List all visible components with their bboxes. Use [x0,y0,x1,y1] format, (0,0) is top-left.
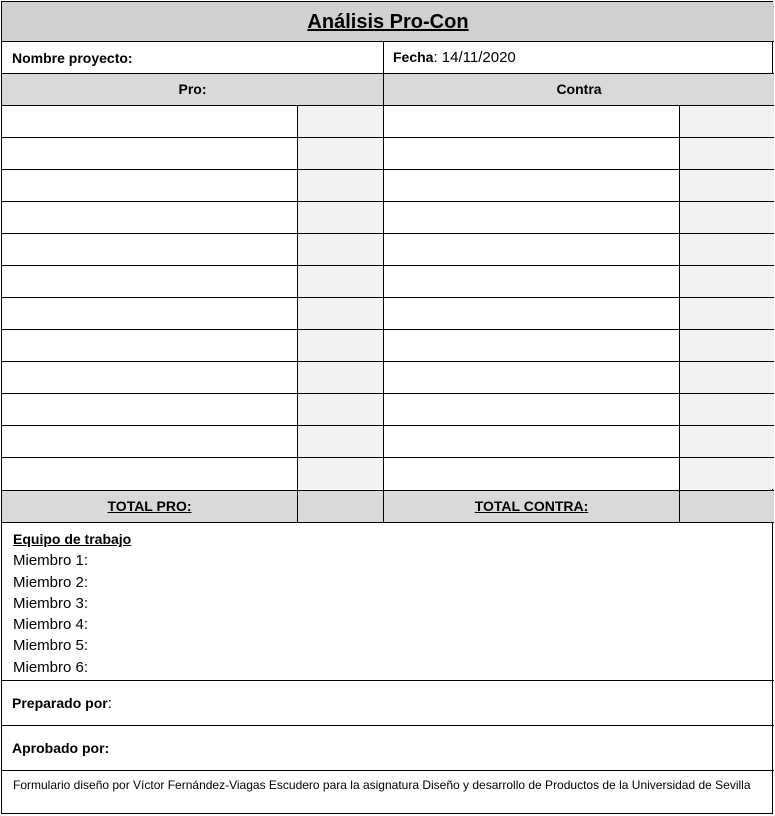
divider [2,490,774,491]
divider [2,457,774,458]
total-contra-label: TOTAL CONTRA: [474,498,589,514]
pro-score-cell[interactable] [298,234,383,265]
member-line: Miembro 4: [13,616,89,634]
contra-header: Contra [556,81,602,97]
divider [297,106,298,523]
pro-score-cell[interactable] [298,458,383,489]
divider [2,201,774,202]
contra-score-cell[interactable] [680,138,774,169]
pro-item-cell[interactable] [2,458,297,489]
divider [2,770,774,771]
member-line: Miembro 5: [13,637,89,655]
contra-item-cell[interactable] [384,362,679,393]
member-line: Miembro 3: [13,594,89,612]
divider [383,42,384,523]
contra-score-cell[interactable] [680,106,774,137]
contra-item-cell[interactable] [384,298,679,329]
pro-item-cell[interactable] [2,202,297,233]
pro-item-cell[interactable] [2,426,297,457]
pro-score-cell[interactable] [298,106,383,137]
divider [2,725,774,726]
divider [679,106,680,523]
divider [2,137,774,138]
pro-score-cell[interactable] [298,298,383,329]
approved-by-field[interactable] [12,740,109,758]
pro-con-form [1,1,773,814]
total-contra-value[interactable] [680,491,774,522]
date-value: : 14/11/2020 [433,49,516,66]
date-label: Fecha [393,49,434,65]
pro-score-cell[interactable] [298,426,383,457]
contra-item-cell[interactable] [384,330,679,361]
pro-item-cell[interactable] [2,362,297,393]
form-title: Análisis Pro-Con [2,2,774,42]
divider [2,680,774,681]
prepared-by-field[interactable]: Preparado por: [12,695,112,712]
divider [2,233,774,234]
divider [2,522,774,523]
contra-score-cell[interactable] [680,202,774,233]
contra-item-cell[interactable] [384,138,679,169]
divider [2,41,774,42]
prepared-by-label: Preparado por [12,695,108,711]
contra-score-cell[interactable] [680,394,774,425]
divider [2,297,774,298]
pro-item-cell[interactable] [2,138,297,169]
pro-item-cell[interactable] [2,234,297,265]
pro-item-cell[interactable] [2,330,297,361]
contra-item-cell[interactable] [384,266,679,297]
pro-header: Pro: [178,81,207,97]
divider [2,105,774,106]
member-line: Miembro 1: [13,552,89,570]
pro-item-cell[interactable] [2,106,297,137]
member-line: Miembro 6: [13,658,89,676]
member-line: Miembro 2: [13,573,89,591]
contra-item-cell[interactable] [384,234,679,265]
pro-score-cell[interactable] [298,362,383,393]
team-section [13,529,131,678]
project-name-label: Nombre proyecto: [12,50,133,66]
pro-item-cell[interactable] [2,298,297,329]
contra-score-cell[interactable] [680,234,774,265]
pro-score-cell[interactable] [298,170,383,201]
contra-score-cell[interactable] [680,170,774,201]
total-pro-label: TOTAL PRO: [107,498,192,514]
pro-score-cell[interactable] [298,138,383,169]
contra-score-cell[interactable] [680,458,774,489]
divider [2,329,774,330]
footnote: Formulario diseño por Víctor Fernández-Viagas Escudero para la asignatura Diseño y desarrollo de Productos de la Universidad de Sevilla [13,778,751,792]
contra-score-cell[interactable] [680,330,774,361]
contra-item-cell[interactable] [384,458,679,489]
contra-score-cell[interactable] [680,266,774,297]
contra-item-cell[interactable] [384,394,679,425]
team-title: Equipo de trabajo [13,531,132,547]
pro-score-cell[interactable] [298,266,383,297]
contra-score-cell[interactable] [680,298,774,329]
divider [2,361,774,362]
contra-score-cell[interactable] [680,426,774,457]
divider [2,169,774,170]
contra-item-cell[interactable] [384,202,679,233]
date-field[interactable] [393,49,516,67]
pro-item-cell[interactable] [2,394,297,425]
approved-by-label: Aprobado por: [12,740,110,756]
contra-item-cell[interactable] [384,426,679,457]
pro-score-cell[interactable] [298,394,383,425]
contra-item-cell[interactable] [384,106,679,137]
total-pro-value[interactable] [298,491,383,522]
divider [2,393,774,394]
contra-item-cell[interactable] [384,170,679,201]
contra-score-cell[interactable] [680,362,774,393]
pro-item-cell[interactable] [2,170,297,201]
divider [2,73,774,74]
divider [2,265,774,266]
pro-item-cell[interactable] [2,266,297,297]
pro-score-cell[interactable] [298,330,383,361]
pro-score-cell[interactable] [298,202,383,233]
divider [2,425,774,426]
